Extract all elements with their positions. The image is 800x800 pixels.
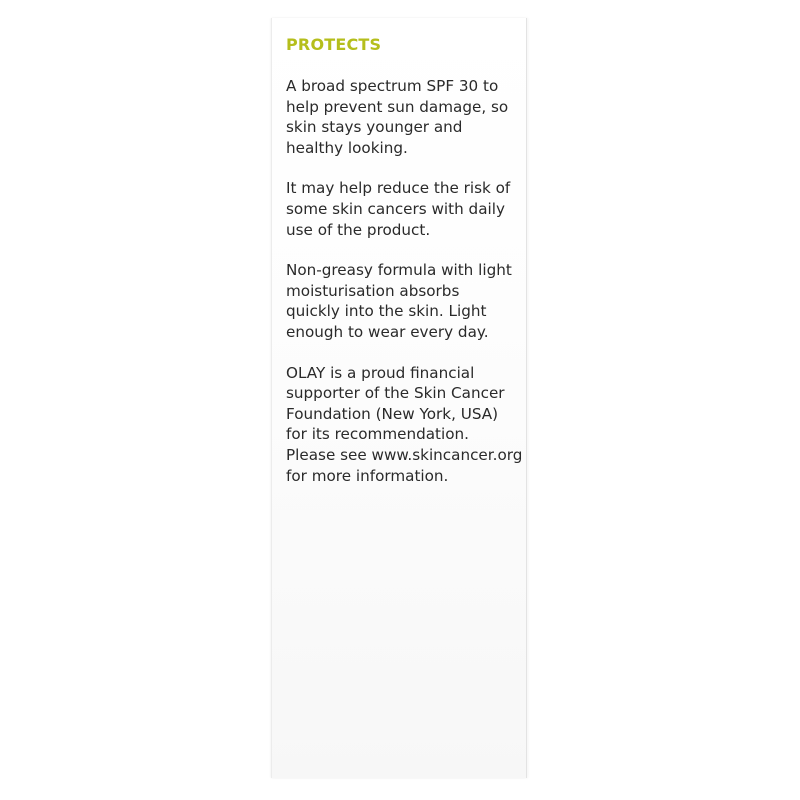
section-heading: PROTECTS — [286, 35, 382, 54]
paragraph-formula: Non-greasy formula with light moisturisation absorbs quickly into the skin. Light enough to wear every day. — [286, 261, 512, 341]
product-info-panel — [271, 18, 527, 778]
paragraph-foundation: OLAY is a proud financial supporter of the Skin Cancer Foundation (New York, USA) for its recommendation. Please see www.skincancer.org for more information. — [286, 363, 523, 485]
paragraph-spf: A broad spectrum SPF 30 to help prevent sun damage, so skin stays younger and healthy looking. — [286, 77, 509, 157]
section-body — [286, 76, 526, 506]
paragraph-cancer-risk: It may help reduce the risk of some skin cancers with daily use of the product. — [286, 179, 511, 239]
